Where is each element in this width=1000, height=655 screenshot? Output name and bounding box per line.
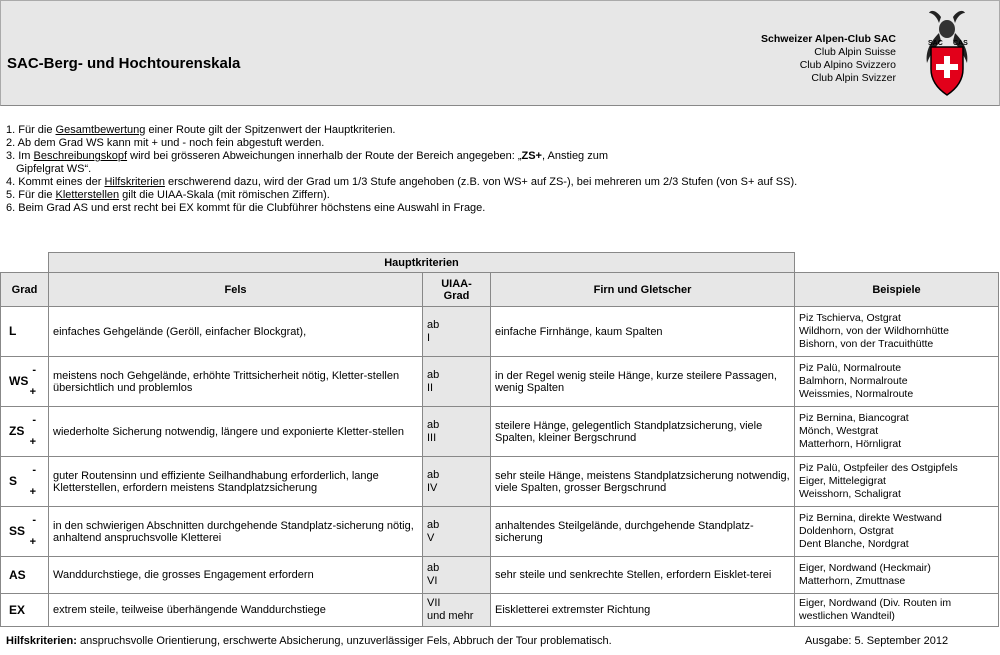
club-name-fr: Club Alpin Suisse (814, 46, 896, 58)
table-row (1, 357, 999, 407)
table-row (1, 507, 999, 557)
group-header-hauptkriterien: Hauptkriterien (49, 253, 795, 273)
grading-table (0, 252, 999, 627)
col-header-grad: Grad (1, 273, 49, 307)
footer-edition: Ausgabe: 5. September 2012 (805, 635, 949, 647)
firn-cell: in der Regel wenig steile Hänge, kurze steilere Passagen, wenig Spalten (491, 357, 795, 407)
example-item: Dent Blanche, Nordgrat (799, 538, 909, 550)
example-item: Piz Bernina, direkte Westwand (799, 512, 942, 524)
examples-cell (795, 507, 999, 557)
club-name-rm: Club Alpin Svizzer (811, 72, 896, 84)
term-kletterstellen: Kletterstellen (55, 189, 120, 201)
grade-cell: EX (1, 594, 49, 627)
example-item: Bishorn, von der Tracuithütte (799, 338, 934, 350)
example-item: Balmhorn, Normalroute (799, 375, 908, 387)
example-item: Piz Palü, Normalroute (799, 362, 902, 374)
example-item: Piz Palü, Ostpfeiler des Ostgipfels (799, 462, 958, 474)
table-row (1, 307, 999, 357)
uiaa-cell: ab IV (423, 457, 491, 507)
rules-list (6, 124, 797, 215)
table-row (1, 594, 999, 627)
rule-item: 1. Für die Gesamtbewertung einer Route gilt der Spitzenwert der Hauptkriterien. (6, 124, 396, 136)
col-header-firn: Firn und Gletscher (491, 273, 795, 307)
footer-hilfskriterien: Hilfskriterien: anspruchsvolle Orientierung, erschwerte Absicherung, unzuverlässiger Fels, Abbruch der Tour problematisch. (6, 635, 612, 647)
example-item: Matterhorn, Hörnligrat (799, 438, 902, 450)
logo-text-left: SAC (928, 40, 943, 47)
examples-cell (795, 594, 999, 627)
table-row (1, 457, 999, 507)
firn-cell: einfache Firnhänge, kaum Spalten (491, 307, 795, 357)
grade-cell: - S + (1, 457, 49, 507)
firn-cell: steilere Hänge, gelegentlich Standplatzsicherung, viele Spalten, kleiner Bergschrund (491, 407, 795, 457)
uiaa-cell: ab V (423, 507, 491, 557)
rule-item: 4. Kommt eines der Hilfskriterien erschwerend dazu, wird der Grad um 1/3 Stufe angehoben (z.B. von WS+ auf ZS-), bei mehreren um 2/3 Stufen (von S+ auf SS). (6, 176, 798, 188)
uiaa-cell: ab VI (423, 557, 491, 594)
firn-cell: sehr steile Hänge, meistens Standplatzsicherung notwendig, viele Spalten, grosser Bergschrund (491, 457, 795, 507)
example-item: Eiger, Nordwand (Heckmair) (799, 562, 931, 574)
col-header-beispiele: Beispiele (795, 273, 999, 307)
grade-cell: - SS + (1, 507, 49, 557)
fels-cell: Wanddurchstiege, die grosses Engagement erfordern (49, 557, 423, 594)
table-row (1, 407, 999, 457)
grade-cell: AS (1, 557, 49, 594)
examples-cell (795, 557, 999, 594)
fels-cell: wiederholte Sicherung notwendig, längere und exponierte Kletter-stellen (49, 407, 423, 457)
example-item: Eiger, Nordwand (Div. Routen im (799, 597, 952, 609)
example-item: Weissmies, Normalroute (799, 388, 914, 400)
example-item: Wildhorn, von der Wildhornhütte (799, 325, 949, 337)
firn-cell: Eiskletterei extremster Richtung (491, 594, 795, 627)
club-name-block (761, 33, 896, 85)
table-header-row (1, 273, 999, 307)
example-item: Piz Tschierva, Ostgrat (799, 312, 901, 324)
grade-cell: - WS + (1, 357, 49, 407)
club-name-it: Club Alpino Svizzero (799, 59, 896, 71)
col-header-fels: Fels (49, 273, 423, 307)
uiaa-cell: VII und mehr (423, 594, 491, 627)
rule-item: 3. Im Beschreibungskopf wird bei grösseren Abweichungen innerhalb der Route der Bereich angegeben: „ZS+, Anstieg zum Gipfelgrat WS“. (6, 150, 609, 175)
example-item: Eiger, Mittelegigrat (799, 475, 886, 487)
grade-cell: - ZS + (1, 407, 49, 457)
table-group-header-row (1, 253, 999, 273)
club-name-de: Schweizer Alpen-Club SAC (761, 33, 896, 45)
example-item: Weisshorn, Schaligrat (799, 488, 901, 500)
fels-cell: in den schwierigen Abschnitten durchgehende Standplatz-sicherung nötig, anhaltend anspruchsvolle Kletterei (49, 507, 423, 557)
example-item: westlichen Wandteil) (799, 610, 895, 622)
example-item: Doldenhorn, Ostgrat (799, 525, 894, 537)
grade-cell: L (1, 307, 49, 357)
example-item: Matterhorn, Zmuttnase (799, 575, 906, 587)
examples-cell (795, 307, 999, 357)
term-beschreibungskopf: Beschreibungskopf (33, 150, 128, 162)
table-row (1, 557, 999, 594)
examples-cell (795, 407, 999, 457)
firn-cell: anhaltendes Steilgelände, durchgehende Standplatz-sicherung (491, 507, 795, 557)
header-bar (0, 0, 1000, 106)
firn-cell: sehr steile und senkrechte Stellen, erfordern Eisklet-terei (491, 557, 795, 594)
uiaa-cell: ab I (423, 307, 491, 357)
rule-item: 2. Ab dem Grad WS kann mit + und - noch fein abgestuft werden. (6, 137, 325, 149)
page-title: SAC-Berg- und Hochtourenskala (7, 55, 241, 72)
example-item: Piz Bernina, Biancograt (799, 412, 909, 424)
fels-cell: guter Routensinn und effiziente Seilhandhabung erforderlich, lange Kletterstellen, erfordern meistens Standplatzsicherung (49, 457, 423, 507)
term-gesamtbewertung: Gesamtbewertung (55, 124, 146, 136)
rule-item: 6. Beim Grad AS und erst recht bei EX kommt für die Clubführer höchstens eine Auswahl in Frage. (6, 202, 486, 214)
examples-cell (795, 357, 999, 407)
uiaa-cell: ab III (423, 407, 491, 457)
logo-text-right: CAS (953, 40, 968, 47)
uiaa-cell: ab II (423, 357, 491, 407)
fels-cell: einfaches Gehgelände (Geröll, einfacher Blockgrat), (49, 307, 423, 357)
term-hilfskriterien: Hilfskriterien (104, 176, 165, 188)
fels-cell: extrem steile, teilweise überhängende Wanddurchstiege (49, 594, 423, 627)
fels-cell: meistens noch Gehgelände, erhöhte Trittsicherheit nötig, Kletter-stellen übersichtlich und problemlos (49, 357, 423, 407)
example-item: Mönch, Westgrat (799, 425, 879, 437)
col-header-uiaa: UIAA-Grad (423, 273, 491, 307)
rule-item: 5. Für die Kletterstellen gilt die UIAA-Skala (mit römischen Ziffern). (6, 189, 330, 201)
sac-logo-icon (919, 7, 975, 101)
examples-cell (795, 457, 999, 507)
